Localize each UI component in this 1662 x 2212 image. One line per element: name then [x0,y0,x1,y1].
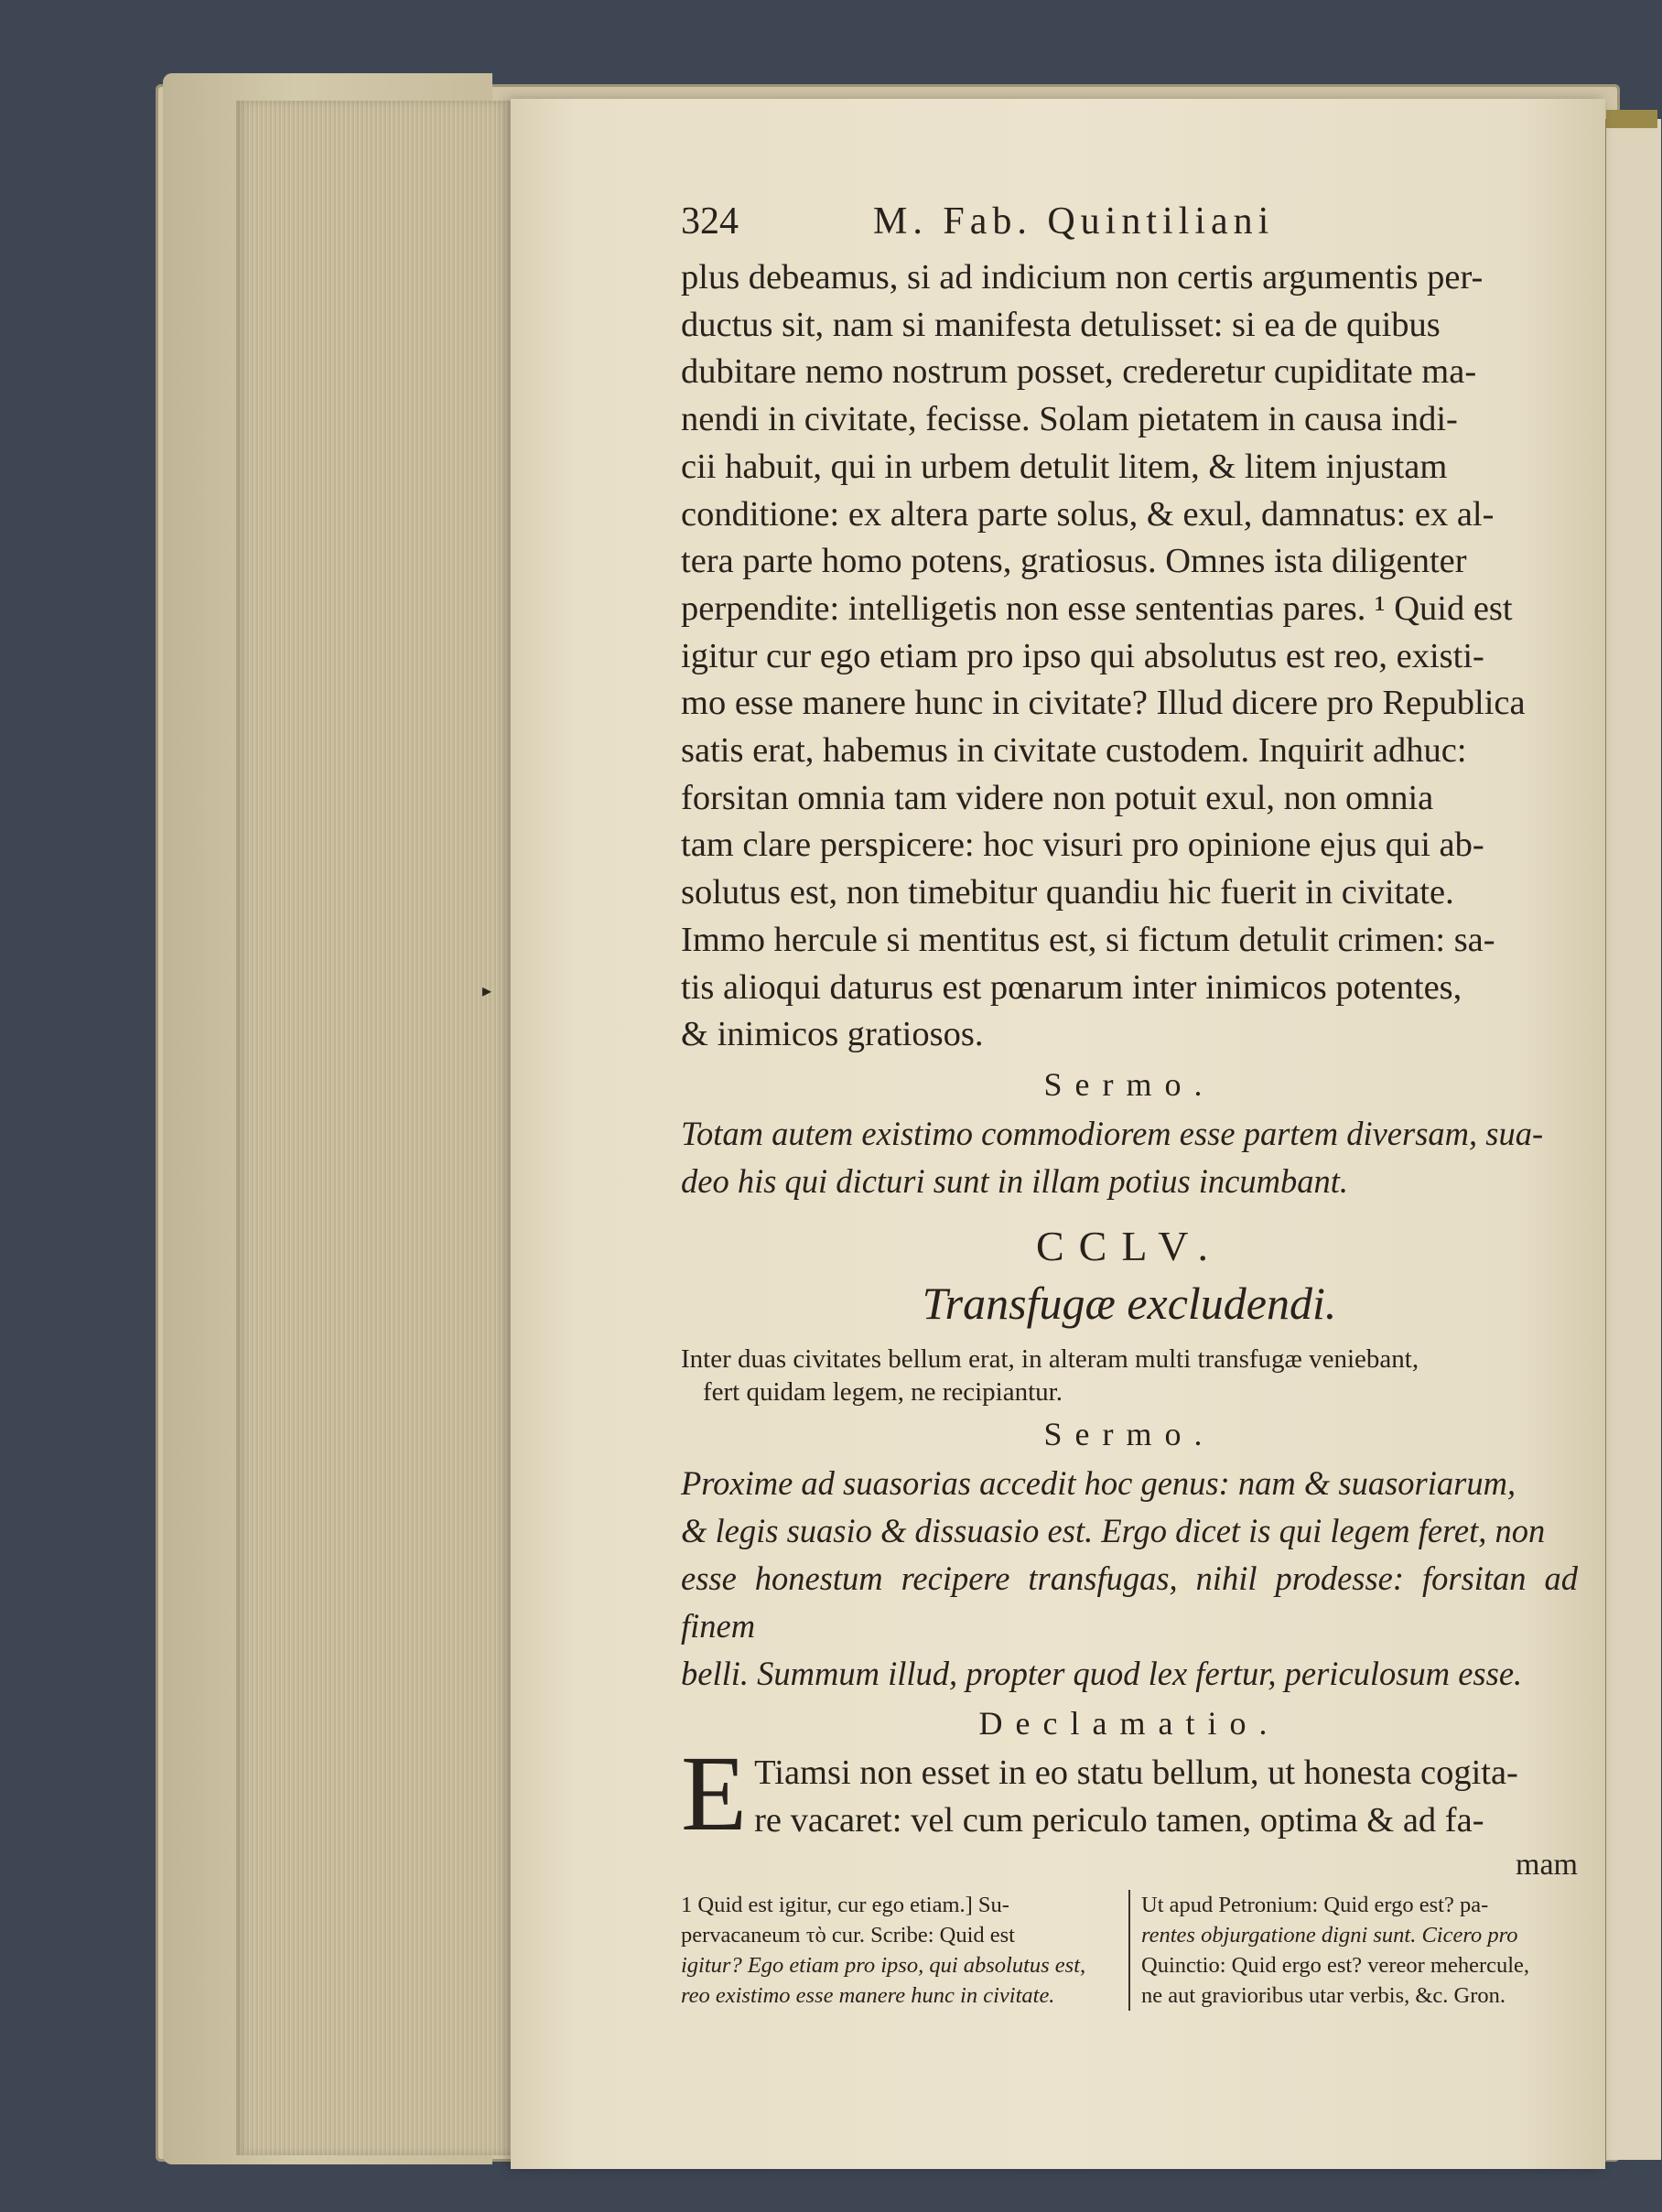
running-head [681,200,1578,254]
sermo-line: belli. Summum illud, propter quod lex fertur, periculosum esse. [681,1654,1523,1692]
sermo-line: & legis suasio & dissuasio est. Ergo dicet is qui legem feret, non [681,1511,1546,1549]
sermo-line: deo his qui dicturi sunt in illam potius incumbant. [681,1161,1348,1200]
bookmark-ribbon [1606,110,1657,128]
sermo-line: Proxime ad suasorias accedit hoc genus: nam & suasoriarum, [681,1463,1516,1502]
footnote-line: rentes objurgatione digni sunt. Cicero pro [1141,1922,1518,1948]
body-line: ductus sit, nam si manifesta detulisset: si ea de quibus [681,305,1441,344]
chapter-title: Transfugæ excludendi. [922,1277,1337,1329]
footnote-line: pervacaneum τὸ cur. Scribe: Quid est [681,1922,1015,1948]
sermo-text [681,1460,1578,1698]
footnote-line: igitur? Ego etiam pro ipso, qui absolutus est, [681,1952,1086,1978]
body-line: igitur cur ego etiam pro ipso qui absolutus est reo, existi- [681,636,1484,675]
sermo-heading: Sermo. [1043,1065,1215,1103]
catchword: mam [1516,1847,1578,1882]
footnote-line: ne aut gravioribus utar verbis, &c. Gron. [1141,1982,1506,2008]
footnotes [681,1890,1578,2011]
chapter-numeral: CCLV. [1035,1222,1224,1269]
body-line: plus debeamus, si ad indicium non certis argumentis per- [681,258,1484,297]
body-line: & inimicos gratiosos. [681,1015,984,1054]
footnote-line: Quinctio: Quid ergo est? vereor mehercule, [1141,1952,1530,1978]
declamatio-heading: Declamatio. [978,1704,1280,1742]
drop-cap: E [681,1732,748,1853]
page-number: 324 [681,200,739,243]
footnote-line: 1 Quid est igitur, cur ego etiam.] Su- [681,1892,1009,1917]
facing-page-edge [1603,119,1661,2160]
declamatio-opening [681,1732,1578,1853]
body-line: tam clare perspicere: hoc visuri pro opinione ejus qui ab- [681,825,1484,865]
body-line: dubitare nemo nostrum posset, crederetur cupiditate ma- [681,352,1477,392]
sermo-text [681,1110,1578,1205]
footnote-line: reo existimo esse manere hunc in civitate. [681,1982,1055,2008]
chapter-argument [681,1343,1578,1408]
sermo-heading: Sermo. [1043,1415,1215,1452]
declamatio-line: Tiamsi non esset in eo statu bellum, ut honesta cogita- [754,1753,1518,1792]
page-content [681,200,1578,2011]
footnote-left-column [681,1890,1128,2011]
argument-line: fert quidam legem, ne recipiantur. [703,1376,1063,1407]
footnote-right-column [1128,1890,1578,2011]
sermo-line: esse honestum recipere transfugas, nihil prodesse: forsitan ad finem [681,1559,1578,1645]
page-edges [236,101,511,2155]
body-line: nendi in civitate, fecisse. Solam pietatem in causa indi- [681,400,1458,439]
body-line: tis alioqui daturus est pœnarum inter inimicos potentes, [681,967,1462,1007]
body-text [681,254,1578,1059]
body-line: Immo hercule si mentitus est, si fictum detulit crimen: sa- [681,920,1495,959]
body-line: solutus est, non timebitur quandiu hic fuerit in civitate. [681,873,1454,912]
body-line: satis erat, habemus in civitate custodem. Inquirit adhuc: [681,731,1467,771]
footnote-line: Ut apud Petronium: Quid ergo est? pa- [1141,1892,1489,1917]
argument-line: Inter duas civitates bellum erat, in alteram multi transfugæ veniebant, [681,1343,1419,1374]
body-line: cii habuit, qui in urbem detulit litem, & litem injustam [681,447,1448,486]
body-line: perpendite: intelligetis non esse sententias pares. ¹ Quid est [681,588,1513,628]
declamatio-line: re vacaret: vel cum periculo tamen, optima & ad fa- [754,1800,1484,1840]
body-line: conditione: ex altera parte solus, & exul, damnatus: ex al- [681,494,1495,534]
body-line: tera parte homo potens, gratiosus. Omnes ista diligenter [681,542,1467,581]
running-title: M. Fab. Quintiliani [873,200,1275,243]
body-line: mo esse manere hunc in civitate? Illud dicere pro Republica [681,684,1526,723]
body-line: forsitan omnia tam videre non potuit exul, non omnia [681,778,1434,817]
marginal-mark: ▸ [482,981,492,1001]
sermo-line: Totam autem existimo commodiorem esse partem diversam, sua- [681,1114,1544,1152]
